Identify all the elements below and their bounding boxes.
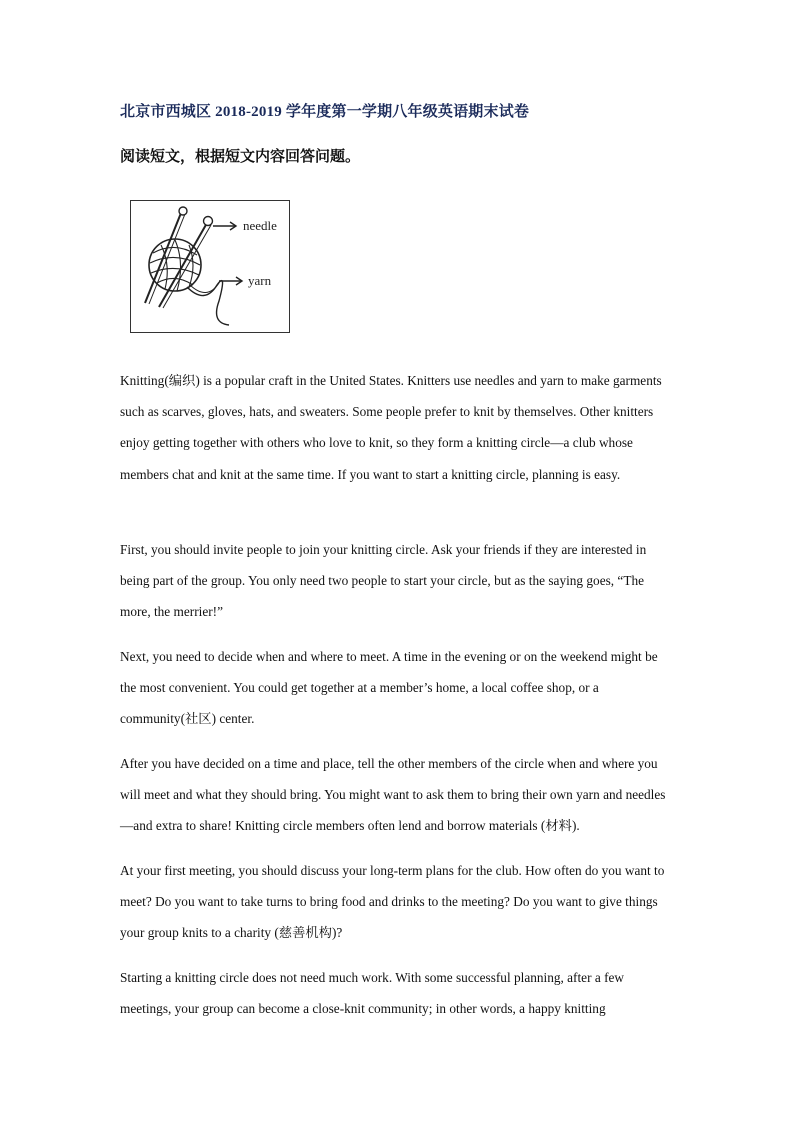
passage-paragraph-6: Starting a knitting circle does not need much work. With some successful planning, after a few meetings, your group can become a close-knit community; in other words, a happy knitting [120,970,624,1017]
passage-paragraph-3: Next, you need to decide when and where to meet. A time in the evening or on the weekend might be the most convenient. You could get together at a member’s home, a local coffee shop, or a community(社区) center. [120,649,658,727]
passage-paragraph-5: At your first meeting, you should discuss your long-term plans for the club. How often do you want to meet? Do you want to take turns to bring food and drinks to the meeting? Do you want to give things your group knits to a charity (慈善机构)? [120,863,665,941]
reading-instruction: 阅读短文，根据短文内容回答问题。 [120,149,361,165]
document-title: 北京市西城区 2018-2019 学年度第一学期八年级英语期末试卷 [120,104,530,120]
passage-paragraph-2: First, you should invite people to join your knitting circle. Ask your friends if they are interested in being part of the group. You only need two people to start your circle, but as the saying goes, “The more, the merrier!” [120,542,647,620]
passage-paragraph-4: After you have decided on a time and place, tell the other members of the circle when and where you will meet and what they should bring. You might want to ask them to bring their own yarn and needles—and extra to share! Knitting circle members often lend and borrow materials (材料). [120,756,666,834]
needle-arrow-icon [213,222,236,230]
yarn-label: yarn [248,273,272,288]
passage-paragraph-1: Knitting(编织) is a popular craft in the United States. Knitters use needles and yarn to make garments such as scarves, gloves, hats, and sweaters. Some people prefer to knit by themselves. Other knitters enjoy getting together with others who love to knit, so they form a knitting circle—a club whose members chat and knit at the same time. If you want to start a knitting circle, planning is easy. [120,373,662,482]
knitting-illustration [130,200,290,333]
yarn-ball-icon [149,239,229,325]
needle-label: needle [243,218,277,233]
